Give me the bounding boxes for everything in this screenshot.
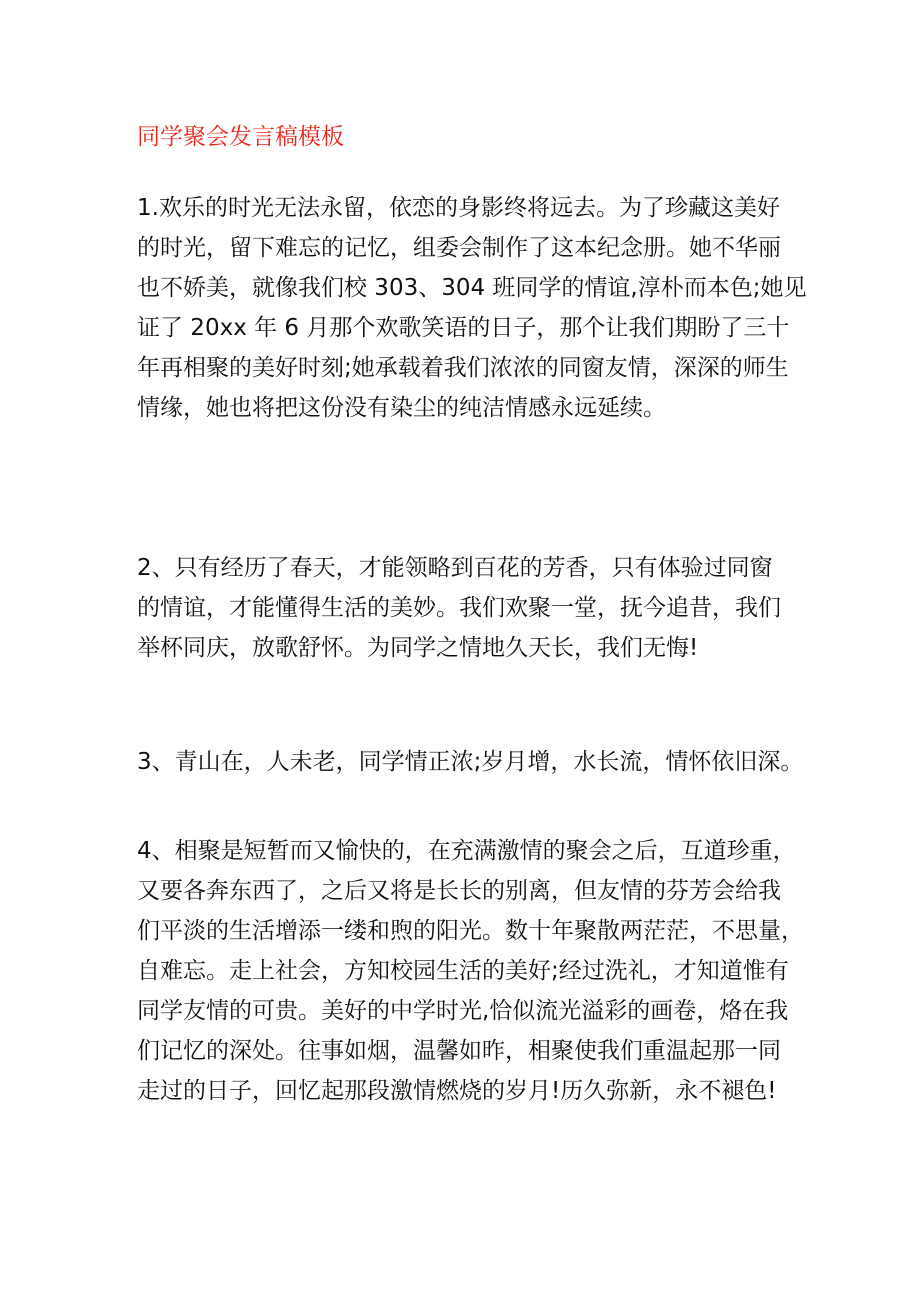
paragraph-line: 举杯同庆，放歌舒怀。为同学之情地久天长，我们无悔! <box>137 635 699 661</box>
paragraph-line: 也不娇美，就像我们校 303、304 班同学的情谊,淳朴而本色;她见 <box>137 275 807 301</box>
paragraph-line: 证了 20xx 年 6 月那个欢歌笑语的日子，那个让我们期盼了三十 <box>137 315 790 341</box>
paragraph-line: 4、相聚是短暂而又愉快的，在充满激情的聚会之后，互道珍重， <box>137 838 796 864</box>
paragraph-line: 年再相聚的美好时刻;她承载着我们浓浓的同窗友情，深深的师生 <box>137 355 789 381</box>
paragraph-2 <box>137 548 797 668</box>
paragraph-line: 情缘，她也将把这份没有染尘的纯洁情感永远延续。 <box>137 395 666 421</box>
document-title: 同学聚会发言稿模板 <box>137 124 344 150</box>
paragraph-line: 的时光，留下难忘的记忆，组委会制作了这本纪念册。她不华丽 <box>137 235 781 261</box>
paragraph-line: 们平淡的生活增添一缕和煦的阳光。数十年聚散两茫茫，不思量， <box>137 918 804 944</box>
paragraph-line: 们记忆的深处。往事如烟，温馨如昨，相聚使我们重温起那一同 <box>137 1038 781 1064</box>
paragraph-line: 走过的日子，回忆起那段激情燃烧的岁月!历久弥新，永不褪色! <box>137 1078 777 1104</box>
paragraph-line: 同学友情的可贵。美好的中学时光,恰似流光溢彩的画卷，烙在我 <box>137 998 789 1024</box>
paragraph-line: 2、只有经历了春天，才能领略到百花的芳香，只有体验过同窗 <box>137 555 773 581</box>
paragraph-1 <box>137 188 807 428</box>
paragraph-line: 3、青山在，人未老，同学情正浓;岁月增，水长流，情怀依旧深。 <box>137 749 804 775</box>
paragraph-4 <box>137 831 804 1111</box>
paragraph-line: 的情谊，才能懂得生活的美妙。我们欢聚一堂，抚今追昔，我们 <box>137 595 781 621</box>
paragraph-line: 1.欢乐的时光无法永留，依恋的身影终将远去。为了珍藏这美好 <box>137 195 780 221</box>
paragraph-line: 自难忘。走上社会，方知校园生活的美好;经过洗礼，才知道惟有 <box>137 958 789 984</box>
paragraph-line: 又要各奔东西了，之后又将是长长的别离，但友情的芬芳会给我 <box>137 878 781 904</box>
paragraph-3 <box>137 742 804 782</box>
